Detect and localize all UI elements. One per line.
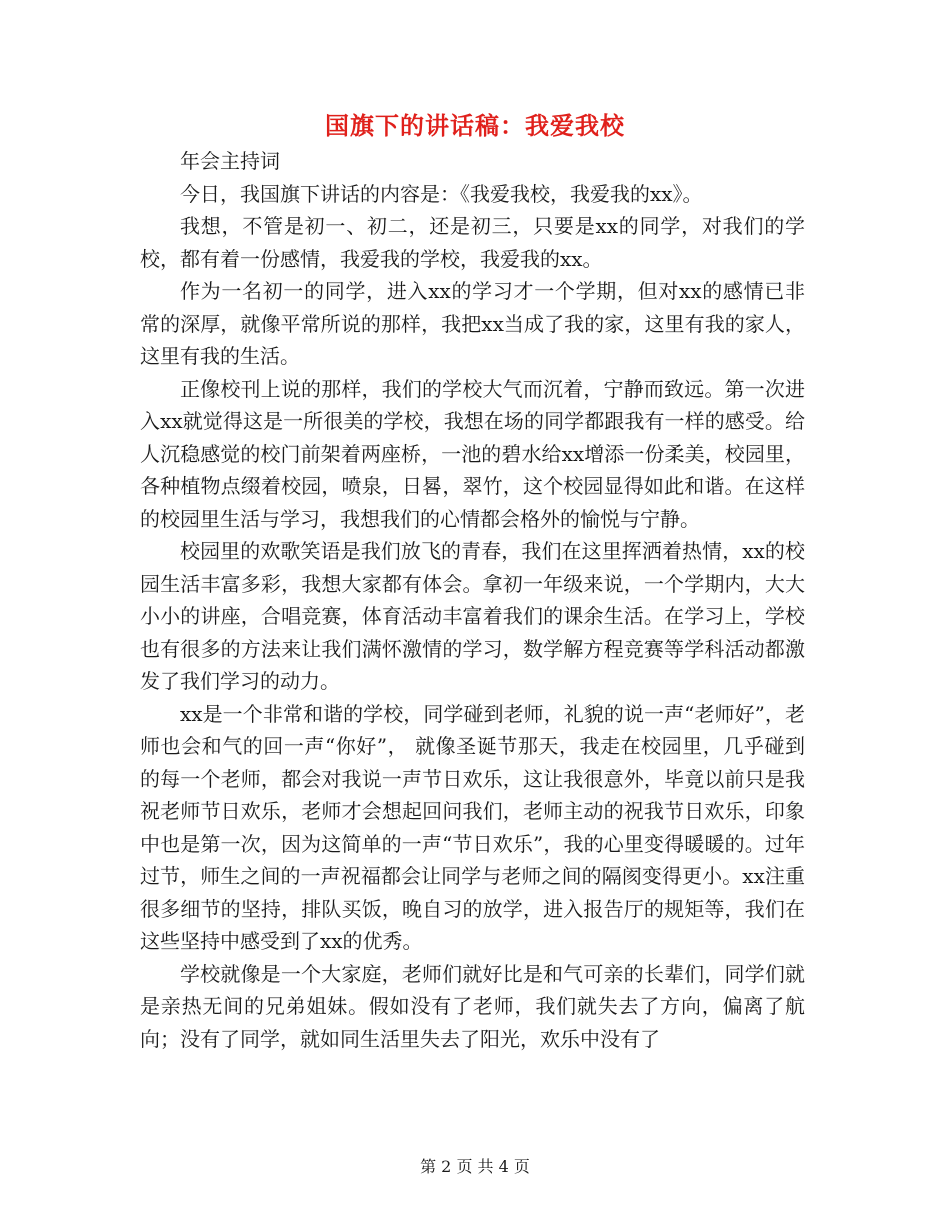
page-number-label: 第 2 页 共 4 页 (420, 1157, 530, 1176)
paragraph: 我想，不管是初一、初二，还是初三，只要是xx的同学，对我们的学校，都有着一份感情，我爱我的学校，我爱我的xx。 (140, 214, 805, 271)
paragraph: 正像校刊上说的那样，我们的学校大气而沉着，宁静而致远。第一次进入xx就觉得这是一所很美的学校，我想在场的同学都跟我有一样的感受。给人沉稳感觉的校门前架着两座桥，一池的碧水给xx增添一份柔美，校园里，各种植物点缀着校园，喷泉，日晷，翠竹，这个校园显得如此和谐。在这样的校园里生活与学习，我想我们的心情都会格外的愉悦与宁静。 (140, 376, 805, 531)
paragraph: 校园里的欢歌笑语是我们放飞的青春，我们在这里挥洒着热情，xx的校园生活丰富多彩，我想大家都有体会。拿初一年级来说，一个学期内，大大小小的讲座，合唱竞赛，体育活动丰富着我们的课余生活。在学习上，学校也有很多的方法来让我们满怀激情的学习，数学解方程竞赛等学科活动都激发了我们学习的动力。 (140, 539, 805, 693)
paragraph: 今日，我国旗下讲话的内容是：《我爱我校，我爱我的xx》。 (180, 181, 703, 206)
paragraph: 年会主持词 (180, 149, 280, 173)
paragraph: xx是一个非常和谐的学校，同学碰到老师，礼貌的说一声“老师好”，老师也会和气的回一声“你好”， 就像圣诞节那天，我走在校园里，几乎碰到的每一个老师，都会对我说一声节日欢乐，这让我很意外，毕竟以前只是我祝老师节日欢乐，老师才会想起回问我们，老师主动的祝我节日欢乐，印象中也是第一次，因为这简单的一声“节日欢乐”，我的心里变得暖暖的。过年过节，师生之间的一声祝福都会让同学与老师之间的隔阂变得更小。xx注重很多细节的坚持，排队买饭，晚自习的放学，进入报告厅的规矩等，我们在这些坚持中感受到了xx的优秀。 (140, 701, 805, 953)
document-body (140, 145, 805, 1055)
paragraph: 作为一名初一的同学，进入xx的学习才一个学期，但对xx的感情已非常的深厚，就像平常所说的那样，我把xx当成了我的家，这里有我的家人，这里有我的生活。 (140, 279, 805, 368)
document-title: 国旗下的讲话稿：我爱我校 (325, 111, 625, 140)
page-footer (0, 1154, 950, 1177)
paragraph: 学校就像是一个大家庭，老师们就好比是和气可亲的长辈们，同学们就是亲热无间的兄弟姐妹。假如没有了老师，我们就失去了方向，偏离了航向；没有了同学，就如同生活里失去了阳光，欢乐中没有了 (140, 961, 805, 1051)
